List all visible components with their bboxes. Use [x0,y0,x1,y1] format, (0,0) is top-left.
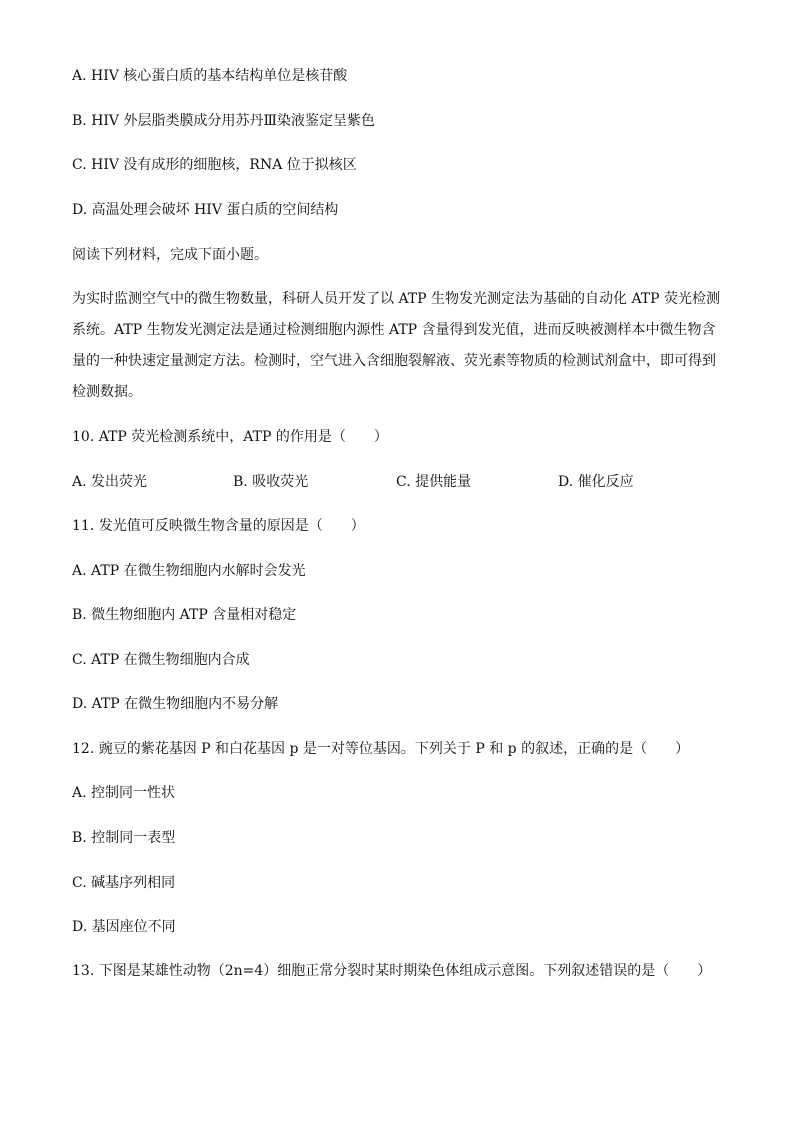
q10-option-c: C. 提供能量 [396,474,472,490]
q12-option-b: B. 控制同一表型 [72,830,176,846]
q12-option-c: C. 碱基序列相同 [72,875,176,891]
q11-stem: 11. 发光值可反映微生物含量的原因是（ ） [72,518,365,534]
q10-option-b: B. 吸收荧光 [233,474,309,490]
q11-option-b: B. 微生物细胞内 ATP 含量相对稳定 [72,607,297,623]
q11-option-c: C. ATP 在微生物细胞内合成 [72,652,250,668]
q12-option-a: A. 控制同一性状 [72,785,176,801]
material-line: 检测数据。 [72,384,142,400]
q11-option-a: A. ATP 在微生物细胞内水解时会发光 [72,563,306,579]
material-line: 系统。ATP 生物发光测定法是通过检测细胞内源性 ATP 含量得到发光值，进而反映被测样本中微生物含 [72,322,716,338]
material-line: 为实时监测空气中的微生物数量，科研人员开发了以 ATP 生物发光测定法为基础的自动化 ATP 荧光检测 [72,291,721,307]
q12-stem: 12. 豌豆的紫花基因 P 和白花基因 p 是一对等位基因。下列关于 P 和 p 的叙述，正确的是（ ） [72,741,690,757]
q13-stem: 13. 下图是某雄性动物（2n=4）细胞正常分裂时某时期染色体组成示意图。下列叙述错误的是（ ） [72,963,712,979]
q10-option-d: D. 催化反应 [558,474,634,490]
q10-option-a: A. 发出荧光 [72,474,148,490]
q9-option-b: B. HIV 外层脂类膜成分用苏丹Ⅲ染液鉴定呈紫色 [72,113,375,129]
q9-option-c: C. HIV 没有成形的细胞核，RNA 位于拟核区 [72,157,357,173]
q10-options [72,471,722,493]
q11-option-d: D. ATP 在微生物细胞内不易分解 [72,696,279,712]
q9-option-a: A. HIV 核心蛋白质的基本结构单位是核苷酸 [72,68,348,84]
q10-stem: 10. ATP 荧光检测系统中，ATP 的作用是（ ） [72,429,388,445]
q12-option-d: D. 基因座位不同 [72,919,176,935]
material-paragraph [72,284,722,408]
reading-intro: 阅读下列材料，完成下面小题。 [72,247,268,263]
material-line: 量的一种快速定量测定方法。检测时，空气进入含细胞裂解液、荧光素等物质的检测试剂盒中，即可得到 [72,353,716,369]
q9-option-d: D. 高温处理会破坏 HIV 蛋白质的空间结构 [72,202,339,218]
